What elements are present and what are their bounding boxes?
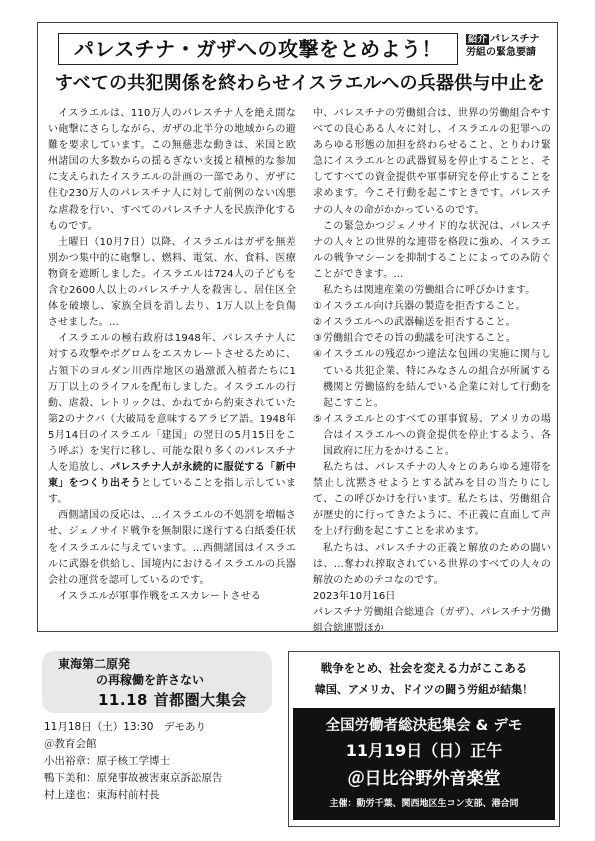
rally-line1: 東海第二原発 — [58, 657, 131, 671]
workers-rally-organizers: 主催：動労千葉、関西地区生コン支部、港合同 — [329, 799, 519, 809]
left-paragraph-3 — [48, 331, 296, 508]
demand-item: ⑤ イスラエルとのすべての軍事貿易、アメリカの場合はイスラエルへの資金提供を停止するよう、各国政府に圧力をかけること。 — [313, 413, 551, 457]
right-paragraph-1: 中、パレスチナの労働組合は、世界の労働組合やすべての良心ある人々に対し、イスラエルの犯罪へのあらゆる形態の加担を終わらせること、とりわけ緊急にイスラエルとの武器貿易を停止することと、そしてすべての資金提供や軍事研究を停止することを求めます。今こそ行動を起こすときです。パレスチナの人々の命がかかっているのです。 — [313, 108, 551, 216]
rally-title: 11.18 首都圏大集会 — [98, 691, 247, 709]
workers-rally-announcement — [288, 651, 560, 827]
rally-speaker: 村上達也：東海村前村長 — [44, 789, 160, 801]
right-paragraph-4: 私たちは、パレスチナの人々とのあらゆる連帯を禁止し沈黙させようとする試みを目の当たりにして、この呼びかけを行います。私たちは、労働組合が歴史的に行ってきたように、不正義に直面して声を上げ行動を起こすことを求めます。 — [313, 462, 551, 538]
left-paragraph-5: イスラエルが軍事作戦をエスカレートさせる — [58, 590, 261, 602]
workers-rally-details — [293, 708, 555, 820]
intro-label-line1: パレスチナ — [490, 34, 540, 45]
statement-date: 2023年10月16日 — [313, 590, 396, 602]
rally-venue: ＠教育会館 — [44, 738, 97, 750]
left-paragraph-1: イスラエルは、110万人のパレスチナ人を絶え間ない砲撃にさらしながら、ガザの北半分の地域からの避難を要求しています。この無慈悲な動きは、米国と欧州諸国の大多数からの揺るぎない支援と積極的な参加に支えられたイスラエルの計画の一部であり、ガザに住む230万人のパレスチナ人に対して前例のない凶悪な虐殺を行い、すべてのパレスチナ人を民族浄化するものです。 — [48, 108, 296, 232]
intro-label-line2: 労組の緊急要請 — [466, 47, 536, 58]
left-paragraph-3a: イスラエルの極右政府は1948年、パレスチナ人に対する攻撃やポグロムをエスカレートさせるために、占領下のヨルダン川西岸地区の過激派入植者たちに1万丁以上のライフルを配布しました。イスラエルの行動、虐殺、レトリックは、かねてから約束されていた第2のナクバ（大破局を意味するアラビア語。1948年5月14日のイスラエル「建国」の翌日の5月15日をこう呼ぶ）を実行に移し、可能な限り多くのパレスチナ人を追放し、 — [48, 333, 296, 474]
demand-item: ③ 労働組合でその旨の動議を可決すること。 — [313, 333, 516, 345]
workers-rally-date: 11月19日（日）正午 — [345, 741, 503, 760]
demand-item: ④ イスラエルの残忍かつ違法な包囲の実施に関与している共犯企業、特にみなさんの組合が所属する機関と労働協約を結んでいる企業に対して行動を起こすこと。 — [313, 349, 551, 409]
right-paragraph-5: 私たちは、パレスチナの正義と解放のための闘いは、…奪われ搾取されている世界のすべての人々の解放のためのテコなのです。 — [313, 542, 551, 586]
rally-datetime: 11月18日（土）13:30 デモあり — [44, 721, 206, 733]
page-subtitle: すべての共犯関係を終わらせイスラエルへの兵器供与中止を — [54, 73, 546, 94]
workers-rally-venue: ＠日比谷野外音楽堂 — [347, 769, 501, 789]
workers-rally-subslogan: 韓国、アメリカ、ドイツの闘う労組が結集！ — [314, 683, 534, 696]
right-paragraph-3: 私たちは関連産業の労働組合に呼びかけます。 — [323, 285, 536, 297]
left-paragraph-4: 西側諸国の反応は、…イスラエルの不処罰を増幅させ、ジェノサイド戦争を無制限に遂行する白紙委任状をイスラエルに与えています。…西側諸国はイスラエルに武器を供給し、国境内におけるイスラエルの兵器会社の運営を認可しているのです。 — [48, 510, 296, 586]
workers-rally-slogan: 戦争をとめ、社会を変える力がここある — [320, 661, 528, 675]
rally-line2: の再稼働を許さない — [96, 673, 205, 687]
left-paragraph-3c: としていることを指し示しています。 — [48, 478, 297, 506]
demand-item: ② イスラエルへの武器輸送を拒否すること。 — [313, 317, 516, 329]
rally-header — [42, 651, 272, 713]
statement-signature: パレスチナ労働組合総連合（ガザ）、パレスチナ労働組合総連盟ほか — [313, 606, 551, 634]
rally-speaker: 小出裕章：原子核工学博士 — [44, 755, 170, 767]
rally-announcement — [38, 651, 276, 827]
intro-label — [466, 33, 558, 59]
right-paragraph-2: この緊急かつジェノサイド的な状況は、パレスチナの人々との世界的な連帯を格段に強め、イスラエルの戦争マシーンを抑制することによってのみ防ぐことができます。… — [313, 220, 551, 280]
rally-info — [44, 719, 223, 804]
left-paragraph-3-bold: パレスチナ人が永続的に服従する「新中東」をつくり出そう — [48, 462, 297, 490]
page-title: パレスチナ・ガザへの攻撃をとめよう！ — [58, 33, 458, 65]
workers-rally-name: 全国労働者総決起集会 & デモ — [325, 718, 523, 734]
article-left-column — [48, 106, 296, 605]
article-right-column — [313, 106, 551, 637]
left-paragraph-2: 土曜日（10月7日）以降、イスラエルはガザを無差別かつ集中的に砲撃し、燃料、電気、水、食料、医療物資を遮断しました。イスラエルは724人の子どもを含む2600人以上のパレスチナ人を殺害し、居住区全体を破壊し、家族全員を消し去り、1万人以上を負傷させました。… — [48, 236, 296, 329]
intro-tag: 紹介 — [468, 34, 488, 45]
demand-item: ① イスラエル向け兵器の製造を拒否すること。 — [313, 301, 526, 313]
rally-speaker: 鴨下美和：原発事故被害東京訴訟原告 — [44, 772, 223, 784]
